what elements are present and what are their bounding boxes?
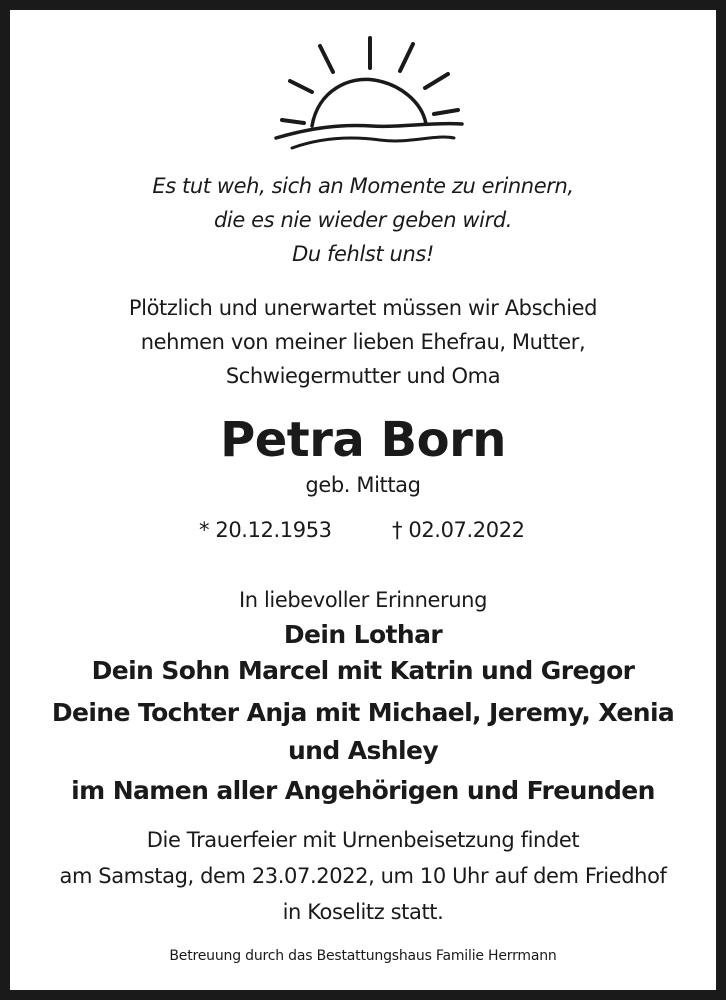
quote-line-1: Es tut weh, sich an Momente zu erinnern, <box>152 174 574 198</box>
sunset-icon <box>270 28 470 158</box>
intro-line-1: Plötzlich und unerwartet müssen wir Abschied <box>128 296 598 320</box>
mourner-line-1: Dein Lothar <box>283 620 443 649</box>
intro-line-2: nehmen von meiner lieben Ehefrau, Mutter, <box>140 330 586 354</box>
quote-line-2: die es nie wieder geben wird. <box>213 208 513 232</box>
maiden-name: geb. Mittag <box>305 473 421 497</box>
deceased-name: Petra Born <box>220 412 506 468</box>
death-date: † 02.07.2022 <box>392 518 525 542</box>
ceremony-line-2: am Samstag, dem 23.07.2022, um 10 Uhr auf dem Friedhof <box>59 864 667 888</box>
mourner-line-3: Deine Tochter Anja mit Michael, Jeremy, Xenia <box>51 698 675 727</box>
mourner-line-5: im Namen aller Angehörigen und Freunden <box>71 776 655 805</box>
mourner-line-2: Dein Sohn Marcel mit Katrin und Gregor <box>91 656 635 685</box>
intro-line-3: Schwiegermutter und Oma <box>225 364 501 388</box>
ceremony-line-1: Die Trauerfeier mit Urnenbeisetzung findet <box>146 828 580 852</box>
mourners-intro: In liebevoller Erinnerung <box>238 588 488 612</box>
life-dates <box>0 520 726 546</box>
quote-line-3: Du fehlst uns! <box>292 242 434 266</box>
undertaker-credit: Betreuung durch das Bestattungshaus Familie Herrmann <box>169 948 557 964</box>
mourner-line-4: und Ashley <box>287 736 439 765</box>
birth-date: * 20.12.1953 <box>199 518 332 542</box>
ceremony-line-3: in Koselitz statt. <box>282 900 444 924</box>
